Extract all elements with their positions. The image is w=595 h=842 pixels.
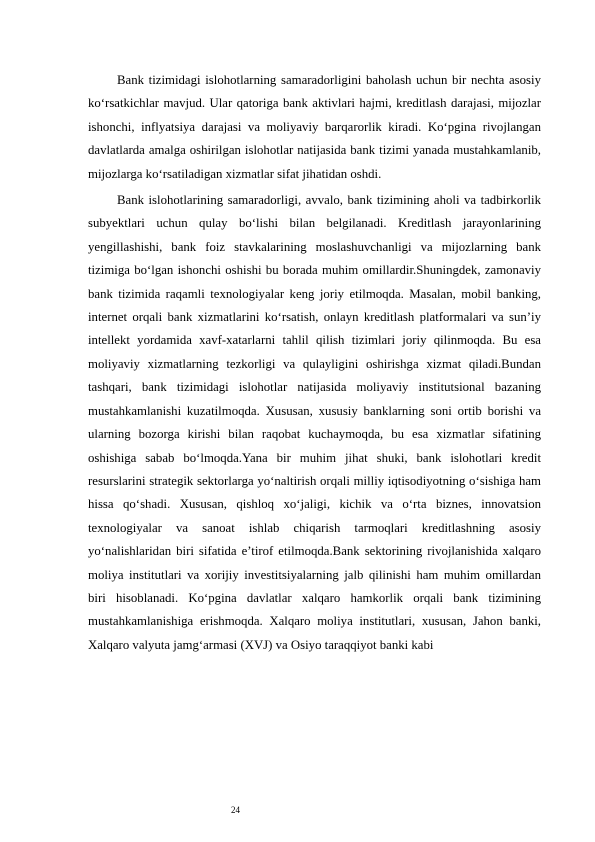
body-text xyxy=(88,69,541,660)
paragraph-2: Bank islohotlarining samaradorligi, avvalo, bank tizimining aholi va tadbirkorlik subyektlari uchun qulay bo‘lishi bilan belgilanadi. Kreditlash jarayonlarining yengillashishi, bank foiz stavkalarining moslashuvchanligi va mijozlarning bank tizimiga bo‘lgan ishonchi oshishi bu borada muhim omillardir.Shuningdek, zamonaviy bank tizimida raqamli texnologiyalar keng joriy etilmoqda. Masalan, mobil banking, internet orqali bank xizmatlarini ko‘rsatish, onlayn kreditlash platformalari va sun’iy intellekt yordamida xavf-xatarlarni tahlil qilish tizimlari joriy qilinmoqda. Bu esa moliyaviy xizmatlarning tezkorligi va qulayligini oshirishga xizmat qiladi.Bundan tashqari, bank tizimidagi islohotlar natijasida moliyaviy institutsional bazaning mustahkamlanishi kuzatilmoqda. Xususan, xususiy banklarning soni ortib borishi va ularning bozorga kirishi bilan raqobat kuchaymoqda, bu esa xizmatlar sifatining oshishiga sabab bo‘lmoqda.Yana bir muhim jihat shuki, bank islohotlari kredit resurslarini strategik sektorlarga yo‘naltirish orqali milliy iqtisodiyotning o‘sishiga ham hissa qo‘shadi. Xususan, qishloq xo‘jaligi, kichik va o‘rta biznes, innovatsion texnologiyalar va sanoat ishlab chiqarish tarmoqlari kreditlashning asosiy yo‘nalishlaridan biri sifatida e’tirof etilmoqda.Bank sektorining rivojlanishida xalqaro moliya institutlari va xorijiy investitsiyalarning jalb qilinishi ham muhim omillardan biri hisoblanadi. Ko‘pgina davlatlar xalqaro hamkorlik orqali bank tizimining mustahkamlanishiga erishmoqda. Xalqaro moliya institutlari, xususan, Jahon banki, Xalqaro valyuta jamg‘armasi (XVJ) va Osiyo taraqqiyot banki kabi xyxy=(88,193,541,652)
page-number: 24 xyxy=(231,805,240,815)
paragraph-1: Bank tizimidagi islohotlarning samaradorligini baholash uchun bir nechta asosiy ko‘rsatkichlar mavjud. Ular qatoriga bank aktivlari hajmi, kreditlash darajasi, mijozlar ishonchi, inflyatsiya darajasi va moliyaviy barqarorlik kiradi. Ko‘pgina rivojlangan davlatlarda amalga oshirilgan islohotlar natijasida bank tizimi yanada mustahkamlanib, mijozlarga ko‘rsatiladigan xizmatlar sifat jihatidan oshdi. xyxy=(88,73,541,181)
